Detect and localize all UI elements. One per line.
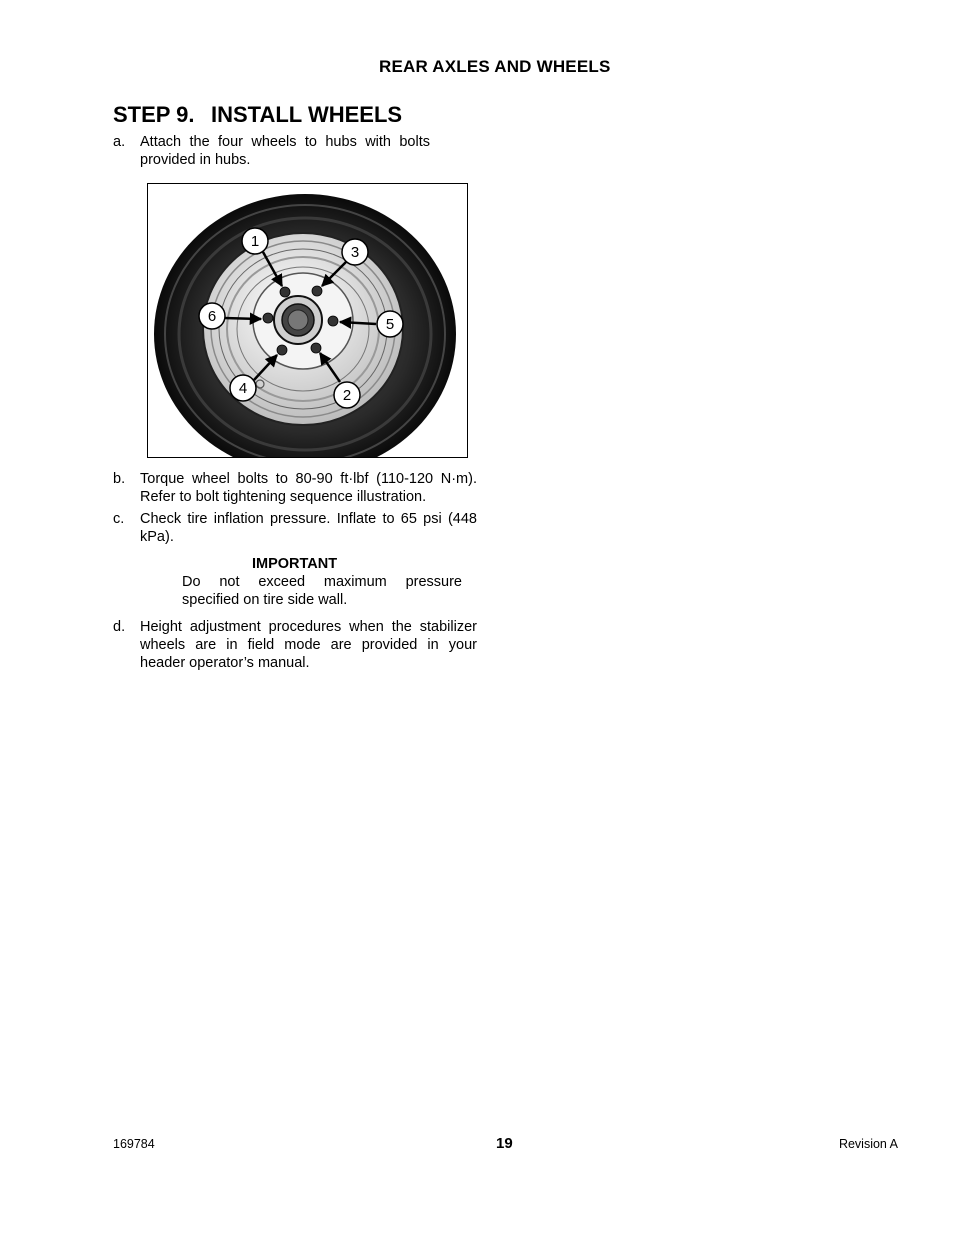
item-text: Check tire inflation pressure. Inflate to 65 psi (448 kPa). — [140, 511, 477, 545]
step-title: INSTALL WHEELS — [211, 102, 403, 127]
item-marker: b. — [113, 471, 126, 487]
instruction-item-a — [113, 133, 477, 169]
important-notice — [182, 555, 462, 609]
item-text: Torque wheel bolts to 80-90 ft·lbf (110-120 N·m). Refer to bolt tightening sequence illustration. — [140, 471, 477, 505]
footer-revision: Revision A — [838, 1137, 898, 1151]
item-marker: a. — [113, 134, 126, 150]
wheel-bolt-sequence-figure — [147, 183, 468, 458]
callout-4: 4 — [238, 380, 248, 397]
important-heading: IMPORTANT — [252, 556, 338, 572]
item-text: Height adjustment procedures when the stabilizer wheels are in field mode are provided in your header operator’s manual. — [140, 619, 477, 671]
important-body: Do not exceed maximum pressure specified on tire side wall. — [182, 574, 462, 608]
wheel-illustration — [148, 184, 467, 457]
callout-6: 6 — [207, 308, 217, 325]
footer-page-number: 19 — [496, 1135, 513, 1152]
item-marker: c. — [113, 511, 125, 527]
step-number: STEP 9. — [113, 102, 195, 127]
instruction-item-c — [113, 510, 477, 546]
callout-1: 1 — [250, 233, 260, 250]
instruction-item-d — [113, 618, 477, 672]
footer-doc-number: 169784 — [113, 1137, 155, 1151]
callout-5: 5 — [385, 316, 395, 333]
item-marker: d. — [113, 619, 126, 635]
step-heading — [113, 102, 402, 128]
item-text: Attach the four wheels to hubs with bolts provided in hubs. — [140, 134, 430, 168]
callout-2: 2 — [342, 387, 352, 404]
section-title: REAR AXLES AND WHEELS — [379, 57, 611, 76]
instruction-item-b — [113, 470, 477, 506]
callout-3: 3 — [350, 244, 360, 261]
